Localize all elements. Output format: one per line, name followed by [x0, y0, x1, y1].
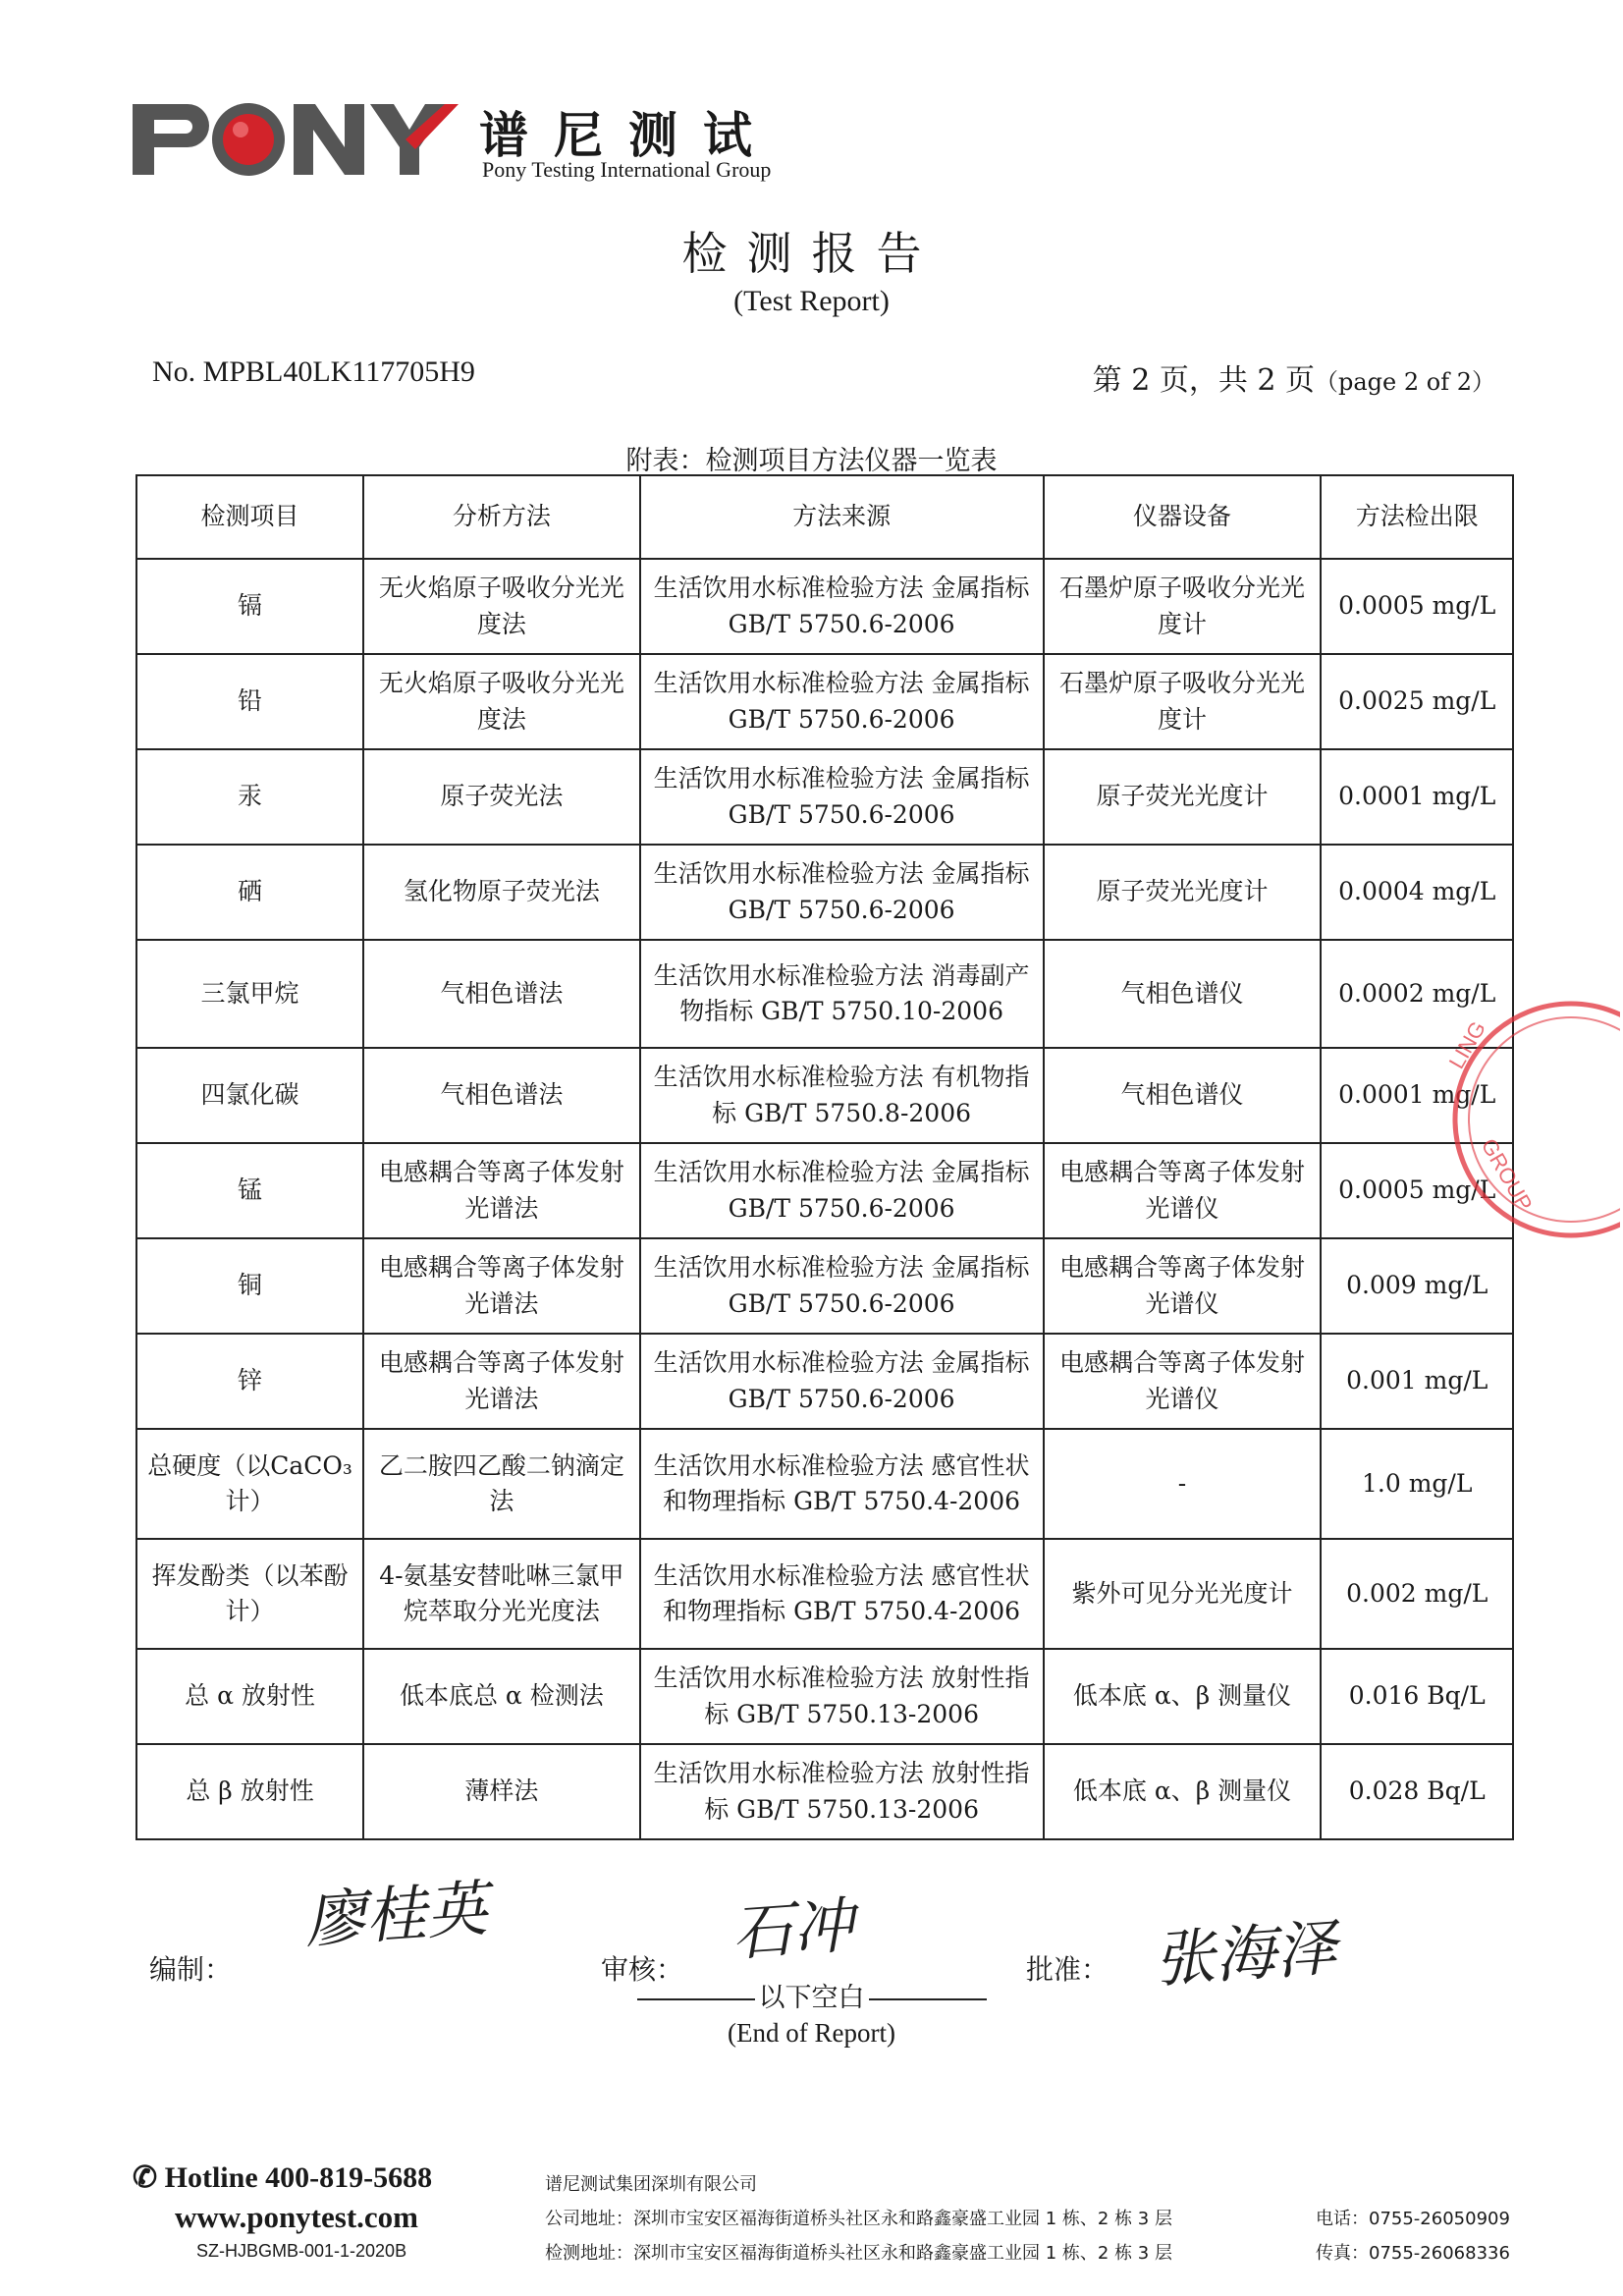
brand-name-cn: 谱尼测试 — [479, 107, 778, 164]
page-indicator — [1093, 355, 1495, 399]
footer-fax — [1316, 2239, 1510, 2265]
cell-instrument: - — [1044, 1429, 1322, 1539]
table-row — [136, 1539, 1513, 1649]
phone-value: 0755-26050909 — [1369, 2209, 1510, 2229]
cell-limit: 0.0005 mg/L — [1321, 1143, 1513, 1238]
cell-instrument: 电感耦合等离子体发射光谱仪 — [1044, 1238, 1322, 1334]
cell-item: 锰 — [136, 1143, 363, 1238]
cell-method: 氢化物原子荧光法 — [363, 845, 640, 940]
cell-method: 原子荧光法 — [363, 749, 640, 845]
website-link[interactable]: www.ponytest.com — [175, 2200, 418, 2234]
page-indicator-cn: 第 2 页，共 2 页 — [1092, 363, 1315, 398]
company-address-value: 深圳市宝安区福海街道桥头社区永和路鑫豪盛工业园 1 栋、2 栋 3 层 — [633, 2209, 1172, 2229]
company-logo — [131, 90, 838, 198]
cell-instrument: 电感耦合等离子体发射光谱仪 — [1044, 1334, 1322, 1429]
cell-item: 挥发酚类（以苯酚计） — [136, 1539, 363, 1649]
reviewed-by-signature: 石冲 — [729, 1888, 856, 1970]
cell-instrument: 紫外可见分光光度计 — [1044, 1539, 1322, 1649]
cell-instrument: 气相色谱仪 — [1044, 940, 1322, 1048]
cell-method: 乙二胺四乙酸二钠滴定法 — [363, 1429, 640, 1539]
footer-test-address — [545, 2239, 1172, 2265]
cell-instrument: 石墨炉原子吸收分光光度计 — [1044, 559, 1322, 654]
company-seal-stamp — [1365, 972, 1620, 1267]
cell-limit: 0.009 mg/L — [1321, 1238, 1513, 1334]
fax-label: 传真： — [1316, 2243, 1369, 2264]
cell-limit: 0.0025 mg/L — [1321, 654, 1513, 749]
cell-item: 铅 — [136, 654, 363, 749]
table-header-row — [136, 475, 1513, 559]
approved-by-label: 批准： — [1026, 1953, 1109, 1986]
cell-source: 生活饮用水标准检验方法 金属指标 GB/T 5750.6-2006 — [640, 1238, 1044, 1334]
cell-source: 生活饮用水标准检验方法 感官性状和物理指标 GB/T 5750.4-2006 — [640, 1429, 1044, 1539]
cell-method: 无火焰原子吸收分光光度法 — [363, 559, 640, 654]
cell-limit: 1.0 mg/L — [1321, 1429, 1513, 1539]
cell-instrument: 电感耦合等离子体发射光谱仪 — [1044, 1143, 1322, 1238]
cell-method: 薄样法 — [363, 1744, 640, 1839]
footer-phone — [1316, 2205, 1510, 2230]
report-title-en: (Test Report) — [733, 285, 890, 317]
end-marker-en: (End of Report) — [728, 2018, 895, 2048]
cell-method: 4-氨基安替吡啉三氯甲烷萃取分光光度法 — [363, 1539, 640, 1649]
report-number: No. MPBL40LK117705H9 — [152, 355, 475, 388]
approved-by-signature: 张海泽 — [1152, 1911, 1339, 1996]
cell-item: 铜 — [136, 1238, 363, 1334]
cell-instrument: 原子荧光光度计 — [1044, 845, 1322, 940]
cell-limit: 0.001 mg/L — [1321, 1334, 1513, 1429]
cell-item: 四氯化碳 — [136, 1048, 363, 1143]
cell-limit: 0.016 Bq/L — [1321, 1649, 1513, 1744]
cell-source: 生活饮用水标准检验方法 放射性指标 GB/T 5750.13-2006 — [640, 1649, 1044, 1744]
svg-text:LING: LING — [1443, 1016, 1491, 1073]
cell-source: 生活饮用水标准检验方法 金属指标 GB/T 5750.6-2006 — [640, 845, 1044, 940]
table-row — [136, 1143, 1513, 1238]
cell-instrument: 原子荧光光度计 — [1044, 749, 1322, 845]
cell-instrument: 气相色谱仪 — [1044, 1048, 1322, 1143]
phone-label: 电话： — [1316, 2209, 1369, 2229]
table-row — [136, 749, 1513, 845]
cell-method: 无火焰原子吸收分光光度法 — [363, 654, 640, 749]
cell-method: 气相色谱法 — [363, 1048, 640, 1143]
hotline: ✆ Hotline 400-819-5688 — [133, 2161, 433, 2194]
cell-source: 生活饮用水标准检验方法 金属指标 GB/T 5750.6-2006 — [640, 1334, 1044, 1429]
cell-item: 三氯甲烷 — [136, 940, 363, 1048]
end-rule-left — [637, 1998, 755, 2000]
report-title-cn: 检测报告 — [681, 227, 942, 280]
reviewed-by-label: 审核： — [601, 1953, 684, 1986]
cell-limit: 0.002 mg/L — [1321, 1539, 1513, 1649]
header-instrument: 仪器设备 — [1044, 475, 1322, 559]
table-row — [136, 1238, 1513, 1334]
cell-method: 电感耦合等离子体发射光谱法 — [363, 1238, 640, 1334]
cell-method: 电感耦合等离子体发射光谱法 — [363, 1334, 640, 1429]
cell-limit: 0.028 Bq/L — [1321, 1744, 1513, 1839]
fax-value: 0755-26068336 — [1369, 2243, 1510, 2264]
cell-item: 镉 — [136, 559, 363, 654]
brand-name-en: Pony Testing International Group — [482, 157, 772, 182]
table-row — [136, 1429, 1513, 1539]
cell-item: 总 β 放射性 — [136, 1744, 363, 1839]
compiled-by-signature: 廖桂英 — [302, 1872, 490, 1957]
page-indicator-en: （page 2 of 2） — [1315, 368, 1495, 396]
test-address-value: 深圳市宝安区福海街道桥头社区永和路鑫豪盛工业园 1 栋、2 栋 3 层 — [633, 2243, 1172, 2264]
end-rule-right — [869, 1998, 987, 2000]
table-row — [136, 940, 1513, 1048]
cell-method: 气相色谱法 — [363, 940, 640, 1048]
cell-instrument: 低本底 α、β 测量仪 — [1044, 1744, 1322, 1839]
cell-source: 生活饮用水标准检验方法 金属指标 GB/T 5750.6-2006 — [640, 559, 1044, 654]
cell-item: 汞 — [136, 749, 363, 845]
footer-company-name: 谱尼测试集团深圳有限公司 — [545, 2174, 757, 2195]
methods-table — [135, 474, 1514, 1840]
cell-item: 硒 — [136, 845, 363, 940]
cell-source: 生活饮用水标准检验方法 金属指标 GB/T 5750.6-2006 — [640, 1143, 1044, 1238]
company-address-label: 公司地址： — [545, 2209, 633, 2229]
table-caption: 附表：检测项目方法仪器一览表 — [625, 446, 998, 476]
table-row — [136, 654, 1513, 749]
table-row — [136, 1744, 1513, 1839]
header-item: 检测项目 — [136, 475, 363, 559]
table-row — [136, 845, 1513, 940]
cell-source: 生活饮用水标准检验方法 金属指标 GB/T 5750.6-2006 — [640, 654, 1044, 749]
svg-text:GROUP: GROUP — [1476, 1134, 1538, 1216]
cell-limit: 0.0001 mg/L — [1321, 749, 1513, 845]
footer-company-address — [545, 2205, 1172, 2230]
cell-source: 生活饮用水标准检验方法 感官性状和物理指标 GB/T 5750.4-2006 — [640, 1539, 1044, 1649]
header-method: 分析方法 — [363, 475, 640, 559]
cell-source: 生活饮用水标准检验方法 消毒副产物指标 GB/T 5750.10-2006 — [640, 940, 1044, 1048]
cell-limit: 0.0002 mg/L — [1321, 940, 1513, 1048]
cell-instrument: 低本底 α、β 测量仪 — [1044, 1649, 1322, 1744]
table-row — [136, 1334, 1513, 1429]
end-marker — [0, 1976, 1623, 2014]
cell-source: 生活饮用水标准检验方法 有机物指标 GB/T 5750.8-2006 — [640, 1048, 1044, 1143]
cell-limit: 0.0005 mg/L — [1321, 559, 1513, 654]
cell-limit: 0.0004 mg/L — [1321, 845, 1513, 940]
end-marker-cn: 以下空白 — [758, 1983, 865, 2013]
header-limit: 方法检出限 — [1321, 475, 1513, 559]
cell-limit: 0.0001 mg/L — [1321, 1048, 1513, 1143]
table-row — [136, 1048, 1513, 1143]
cell-source: 生活饮用水标准检验方法 金属指标 GB/T 5750.6-2006 — [640, 749, 1044, 845]
header-source: 方法来源 — [640, 475, 1044, 559]
compiled-by-label: 编制： — [149, 1953, 233, 1986]
cell-item: 锌 — [136, 1334, 363, 1429]
cell-instrument: 石墨炉原子吸收分光光度计 — [1044, 654, 1322, 749]
template-code: SZ-HJBGMB-001-1-2020B — [196, 2241, 407, 2261]
cell-item: 总 α 放射性 — [136, 1649, 363, 1744]
cell-source: 生活饮用水标准检验方法 放射性指标 GB/T 5750.13-2006 — [640, 1744, 1044, 1839]
cell-item: 总硬度（以CaCO₃计） — [136, 1429, 363, 1539]
test-address-label: 检测地址： — [545, 2243, 633, 2264]
table-row — [136, 559, 1513, 654]
cell-method: 电感耦合等离子体发射光谱法 — [363, 1143, 640, 1238]
cell-method: 低本底总 α 检测法 — [363, 1649, 640, 1744]
pony-logo-mark — [131, 100, 464, 179]
table-row — [136, 1649, 1513, 1744]
